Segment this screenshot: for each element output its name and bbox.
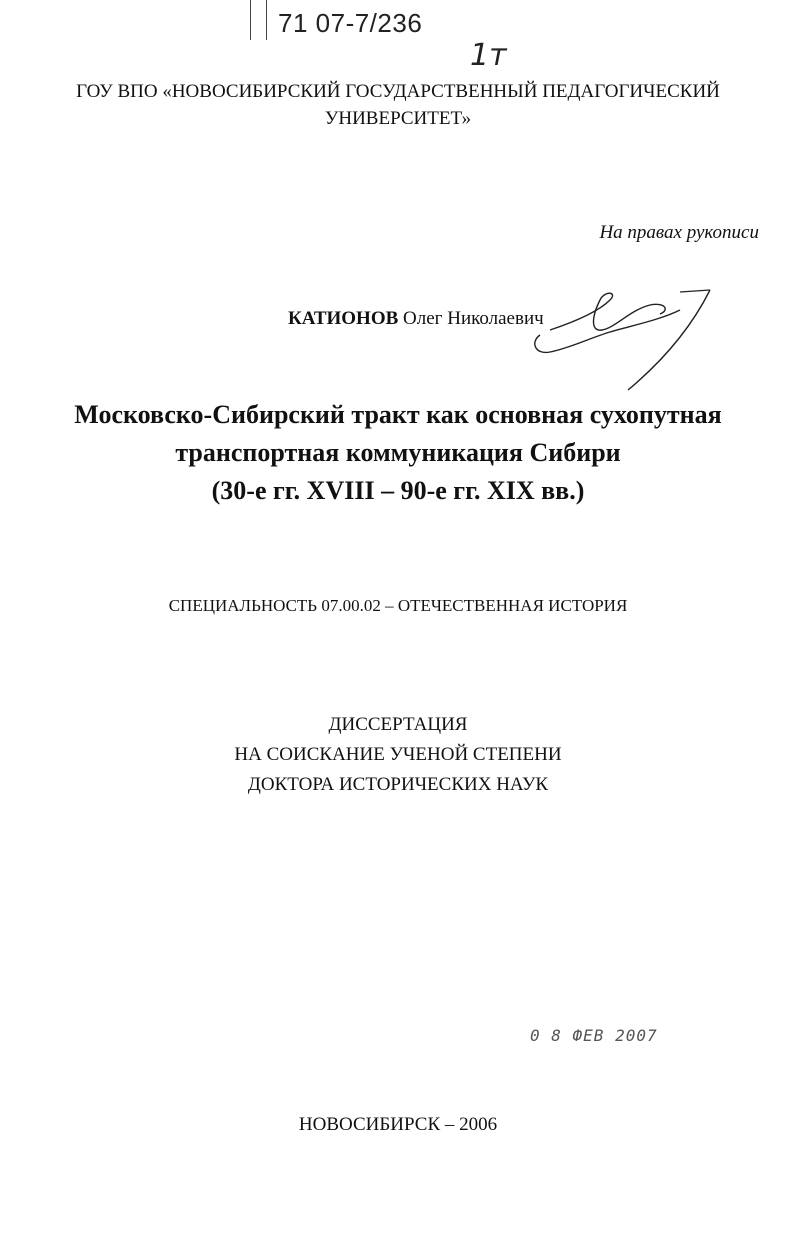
author-given-names: Олег Николаевич	[403, 308, 544, 329]
organization-line-1: ГОУ ВПО «НОВОСИБИРСКИЙ ГОСУДАРСТВЕННЫЙ ПЕДАГОГИЧЕСКИЙ	[76, 81, 720, 102]
degree-line-1: ДИССЕРТАЦИЯ	[328, 714, 468, 735]
rights-note: На правах рукописи	[599, 222, 759, 243]
organization-name	[0, 78, 796, 132]
registration-number: 71 07-7/236	[278, 8, 423, 38]
handwritten-mark: 1т	[470, 38, 507, 73]
degree-line-2: НА СОИСКАНИЕ УЧЕНОЙ СТЕПЕНИ	[234, 744, 562, 765]
degree-line-3: ДОКТОРА ИСТОРИЧЕСКИХ НАУК	[247, 774, 549, 795]
author-name	[288, 308, 544, 330]
degree-statement	[0, 710, 796, 800]
organization-line-2: УНИВЕРСИТЕТ»	[324, 108, 472, 129]
margin-rule-left	[250, 0, 251, 40]
specialty-line: СПЕЦИАЛЬНОСТЬ 07.00.02 – ОТЕЧЕСТВЕННАЯ ИСТОРИЯ	[168, 596, 628, 615]
date-stamp: 0 8 ФЕВ 2007	[530, 1026, 658, 1045]
author-surname: КАТИОНОВ	[288, 308, 399, 329]
signature-icon	[530, 280, 720, 395]
city-year: НОВОСИБИРСК – 2006	[298, 1114, 498, 1135]
title-line-2: транспортная коммуникация Сибири	[175, 438, 621, 467]
dissertation-title	[0, 396, 796, 510]
title-line-1: Московско-Сибирский тракт как основная сухопутная	[74, 400, 722, 429]
title-line-3: (30-е гг. XVIII – 90-е гг. XIX вв.)	[211, 476, 585, 505]
margin-rule-right	[266, 0, 267, 40]
